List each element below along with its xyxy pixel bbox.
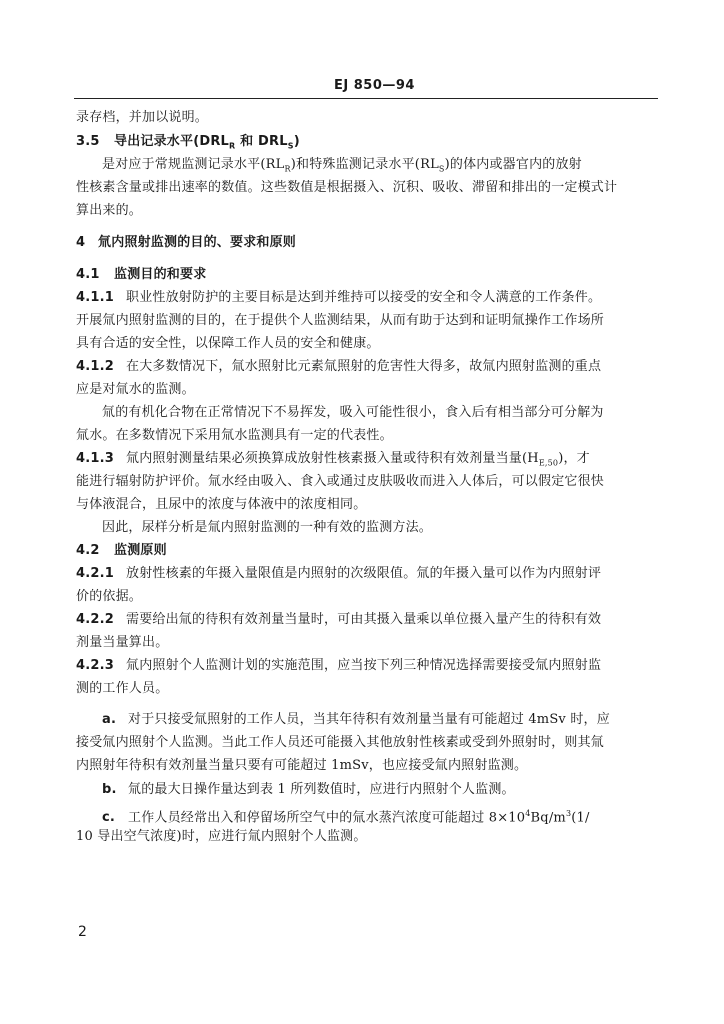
superscript: 4	[525, 809, 531, 818]
section-title: 监测目的和要求	[114, 267, 207, 282]
paragraph-line: 能进行辐射防护评价。氚水经由吸入、食入或通过皮肤吸收而进入人体后，可以假定它很快	[76, 474, 605, 489]
section-title: 监测原则	[114, 543, 167, 558]
paragraph-line: 接受氚内照射个人监测。当此工作人员还可能摄入其他放射性核素或受到外照射时，则其氚	[76, 735, 605, 750]
paragraph-line: 测的工作人员。	[76, 681, 169, 696]
list-label: c.	[102, 810, 116, 826]
paragraph-line: 价的依据。	[76, 589, 143, 604]
clause-4-1-3	[76, 449, 590, 469]
clause-text: 在大多数情况下，氚水照射比元素氚照射的危害性大得多，故氚内照射监测的重点	[126, 359, 602, 374]
section-heading-3-5	[76, 132, 300, 152]
text-run: )的体内或器官内的放射	[444, 157, 582, 172]
text-run: )和特殊监测记录水平(RL	[290, 157, 439, 172]
subscript: S	[287, 141, 294, 151]
clause-number: 4.2.3	[76, 658, 115, 673]
clause-text: 氚内照射个人监测计划的实施范围，应当按下列三种情况选择需要接受氚内照射监	[126, 658, 602, 673]
text-run: 是对应于常规监测记录水平(RL	[102, 157, 285, 172]
superscript: 3	[565, 809, 572, 818]
clause-4-2-1	[76, 564, 601, 584]
list-item-a	[102, 710, 610, 730]
section-title-mid: 和 DRL	[235, 134, 288, 149]
clause-number: 4.1.2	[76, 359, 115, 374]
paragraph-line: 因此，尿样分析是氚内照射监测的一种有效的监测方法。	[102, 520, 433, 535]
clause-number: 4.1.1	[76, 290, 115, 305]
section-heading-4-1	[76, 265, 206, 285]
subscript: R	[284, 164, 291, 174]
clause-4-2-2	[76, 610, 601, 630]
list-text-unit: Bq/m	[530, 810, 566, 826]
clause-number: 4.1.3	[76, 451, 115, 466]
section-title: 导出记录水平(DRL	[114, 134, 230, 149]
paragraph-line: 算出来的。	[76, 203, 143, 218]
subscript: E,50	[538, 458, 559, 468]
clause-number: 4.2.1	[76, 566, 115, 581]
standard-code-header: EJ 850—94	[334, 78, 415, 93]
clause-text-end: )，才	[558, 451, 590, 466]
paragraph-line: 氚的有机化合物在正常情况下不易挥发，吸入可能性很小，食入后有相当部分可分解为	[102, 405, 604, 420]
paragraph-line: 应是对氚水的监测。	[76, 382, 195, 397]
list-text-tail: (1/	[571, 810, 590, 826]
paragraph-line: 性核素含量或排出速率的数值。这些数值是根据摄入、沉积、吸收、滞留和排出的一定模式计	[76, 180, 618, 195]
section-heading-4	[76, 233, 296, 253]
clause-4-1-2	[76, 357, 601, 377]
list-text: 氚的最大日操作量达到表 1 所列数值时，应进行内照射个人监测。	[128, 782, 515, 797]
list-label: b.	[102, 782, 117, 797]
list-text: 工作人员经常出入和停留场所空气中的氚水蒸汽浓度可能超过 8×10	[128, 810, 526, 826]
section-number: 3.5	[76, 134, 100, 149]
list-item-c	[102, 804, 590, 828]
paragraph-line: 录存档，并加以说明。	[76, 110, 209, 125]
section-title-end: )	[293, 134, 300, 149]
clause-4-2-3	[76, 656, 601, 676]
clause-text: 职业性放射防护的主要目标是达到并维持可以接受的安全和令人满意的工作条件。	[126, 290, 602, 305]
clause-4-1-1	[76, 288, 601, 308]
section-number: 4.1	[76, 267, 100, 282]
clause-number: 4.2.2	[76, 612, 115, 627]
paragraph-line: 与体液混合，且尿中的浓度与体液中的浓度相同。	[76, 497, 367, 512]
clause-text: 需要给出氚的待积有效剂量当量时，可由其摄入量乘以单位摄入量产生的待积有效	[126, 612, 602, 627]
paragraph-line: 具有合适的安全性，以保障工作人员的安全和健康。	[76, 336, 380, 351]
list-item-b	[102, 780, 515, 800]
paragraph-line	[102, 155, 582, 175]
list-label: a.	[102, 712, 117, 727]
paragraph-line: 10 导出空气浓度)时，应进行氚内照射个人监测。	[76, 829, 367, 844]
section-title: 氚内照射监测的目的、要求和原则	[98, 235, 297, 250]
section-number: 4.2	[76, 543, 100, 558]
clause-text: 放射性核素的年摄入量限值是内照射的次级限值。氚的年摄入量可以作为内照射评	[126, 566, 602, 581]
subscript: R	[229, 141, 236, 151]
section-number: 4	[76, 235, 86, 250]
paragraph-line: 开展氚内照射监测的目的，在于提供个人监测结果，从而有助于达到和证明氚操作工作场所	[76, 313, 605, 328]
header-rule	[74, 98, 658, 99]
paragraph-line: 内照射年待积有效剂量当量只要有可能超过 1mSv，也应接受氚内照射监测。	[76, 758, 528, 773]
paragraph-line: 剂量当量算出。	[76, 635, 169, 650]
page-number: 2	[78, 924, 87, 940]
subscript: S	[438, 164, 445, 174]
clause-text: 氚内照射测量结果必须换算成放射性核素摄入量或待积有效剂量当量(H	[126, 451, 539, 466]
section-heading-4-2	[76, 541, 167, 561]
list-text: 对于只接受氚照射的工作人员，当其年待积有效剂量当量有可能超过 4mSv 时，应	[128, 712, 610, 727]
paragraph-line: 氚水。在多数情况下采用氚水监测具有一定的代表性。	[76, 428, 393, 443]
